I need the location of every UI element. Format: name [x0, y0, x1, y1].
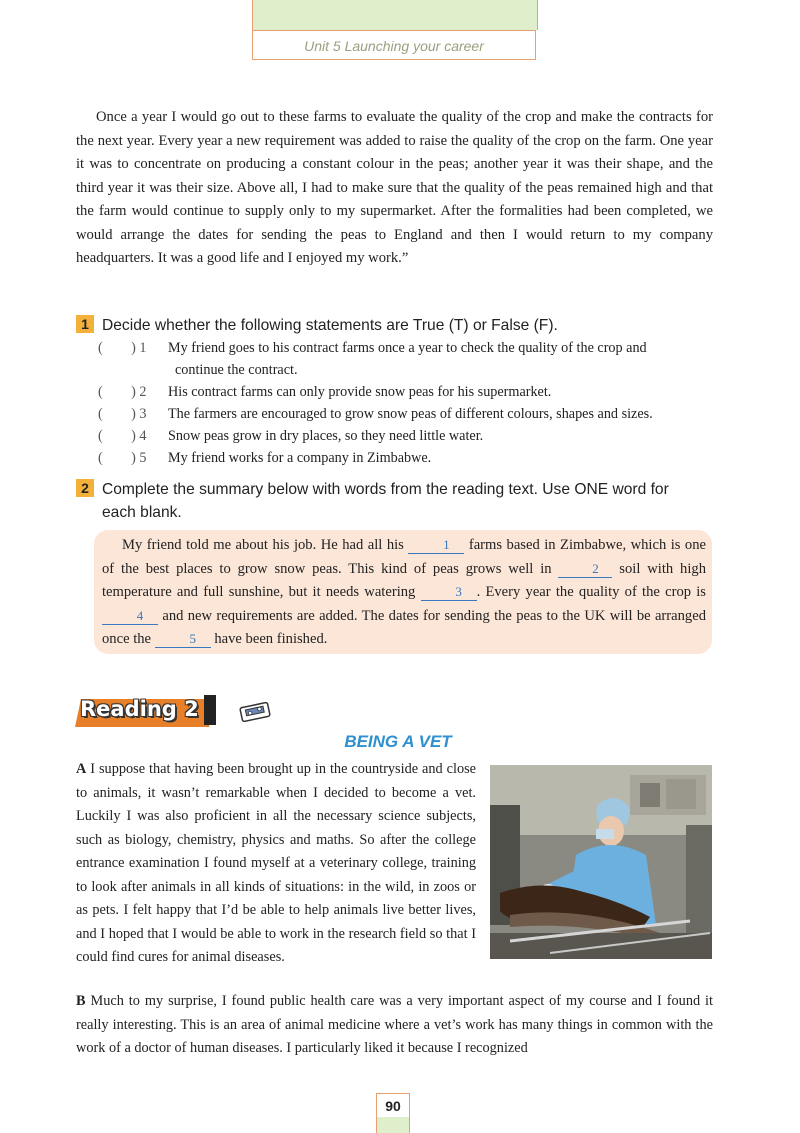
- vet-surgery-photo: [490, 765, 712, 959]
- cassette-tape-icon: [238, 702, 272, 722]
- exercise-2-number: 2: [76, 479, 94, 497]
- exercise-1-instruction: Decide whether the following statements are True (T) or False (F).: [102, 317, 558, 334]
- reading-title: BEING A VET: [344, 732, 452, 751]
- intro-paragraph: [76, 106, 713, 271]
- exercise-2-instruction: Complete the summary below with words from the reading text. Use ONE word for: [102, 481, 669, 498]
- blank-4: 4: [102, 608, 158, 625]
- paragraph-a-text: I suppose that having been brought up in the countryside and close to animals, it wasn’t remarkable when I decided to become a vet. Luckily I was also proficient in all the necessary science subjects, such as biology, chemistry, physics and maths. So after the college entrance examination I found myself at a veterinary college, training to look after animals in all kinds of situations: in the wild, in zoos or as pets. I felt happy that I’d be able to help animals live better lives, and I hoped that I would be able to work in the research field so that I could find cures for animal diseases.: [76, 761, 476, 965]
- list-item: ( ) 5 My friend works for a company in Zimbabwe.: [98, 450, 432, 466]
- summary-text: My friend told me about his job. He had all his 1 farms based in Zimbabwe, which is one of the best places to grow snow peas. This kind of peas grows well in 2 soil with high temperature and full sunshine, but it needs watering 3 . Every year the quality of the crop is 4 and new requirements are added. The dates for sending the peas to the UK will be arranged once the 5 have been finished.: [102, 537, 707, 647]
- list-item: ( ) 3 The farmers are encouraged to grow snow peas of different colours, shapes and sizes.: [98, 406, 653, 422]
- paragraph-b-lead: B: [76, 993, 86, 1009]
- intro-text: Once a year I would go out to these farms to evaluate the quality of the crop and make the contracts for the next year. Every year a new requirement was added to raise the quality of the crop on the farm. One year it was to concentrate on producing a constant colour in the peas; another year it was their shape, and the third year it was their size. Above all, I had to make sure that the quality of the peas remained high and that the farm would continue to supply only to my supermarket. After the formalities had been completed, we would arrange the dates for sending the peas to England and then I would return to my company headquarters. It was a good life and I enjoyed my work.”: [76, 109, 713, 266]
- true-false-list: [98, 337, 716, 469]
- exercise-1-heading: [76, 314, 716, 337]
- reading-2-label: Reading 2: [80, 697, 199, 721]
- reading-2-badge: [78, 693, 218, 729]
- list-item: ( ) 1 My friend goes to his contract farms once a year to check the quality of the crop and: [98, 340, 647, 356]
- exercise-2-instruction-cont: each blank.: [102, 504, 182, 521]
- list-item: ( ) 4 Snow peas grow in dry places, so they need little water.: [98, 428, 484, 444]
- paragraph-a: [76, 758, 476, 970]
- blank-1: 1: [408, 537, 464, 554]
- page-number: 90: [376, 1093, 410, 1133]
- exercise-1-number: 1: [76, 315, 94, 333]
- blank-2: 2: [558, 561, 612, 578]
- paragraph-b: [76, 990, 713, 1061]
- list-item: ( ) 2 His contract farms can only provide snow peas for his supermarket.: [98, 384, 552, 400]
- paragraph-b-text: Much to my surprise, I found public health care was a very important aspect of my course and I found it really interesting. This is an area of animal medicine where a vet’s work has many things in common with the work of a doctor of human diseases. I particularly liked it because I recognized: [76, 993, 714, 1056]
- exercise-2-heading: [76, 478, 716, 524]
- blank-3: 3: [421, 584, 477, 601]
- header-banner: [252, 0, 538, 30]
- page-number-tab: [376, 1117, 410, 1133]
- unit-title: Unit 5 Launching your career: [252, 30, 536, 60]
- blank-5: 5: [155, 631, 211, 648]
- list-item-continuation: continue the contract.: [175, 362, 298, 378]
- paragraph-a-lead: A: [76, 761, 87, 777]
